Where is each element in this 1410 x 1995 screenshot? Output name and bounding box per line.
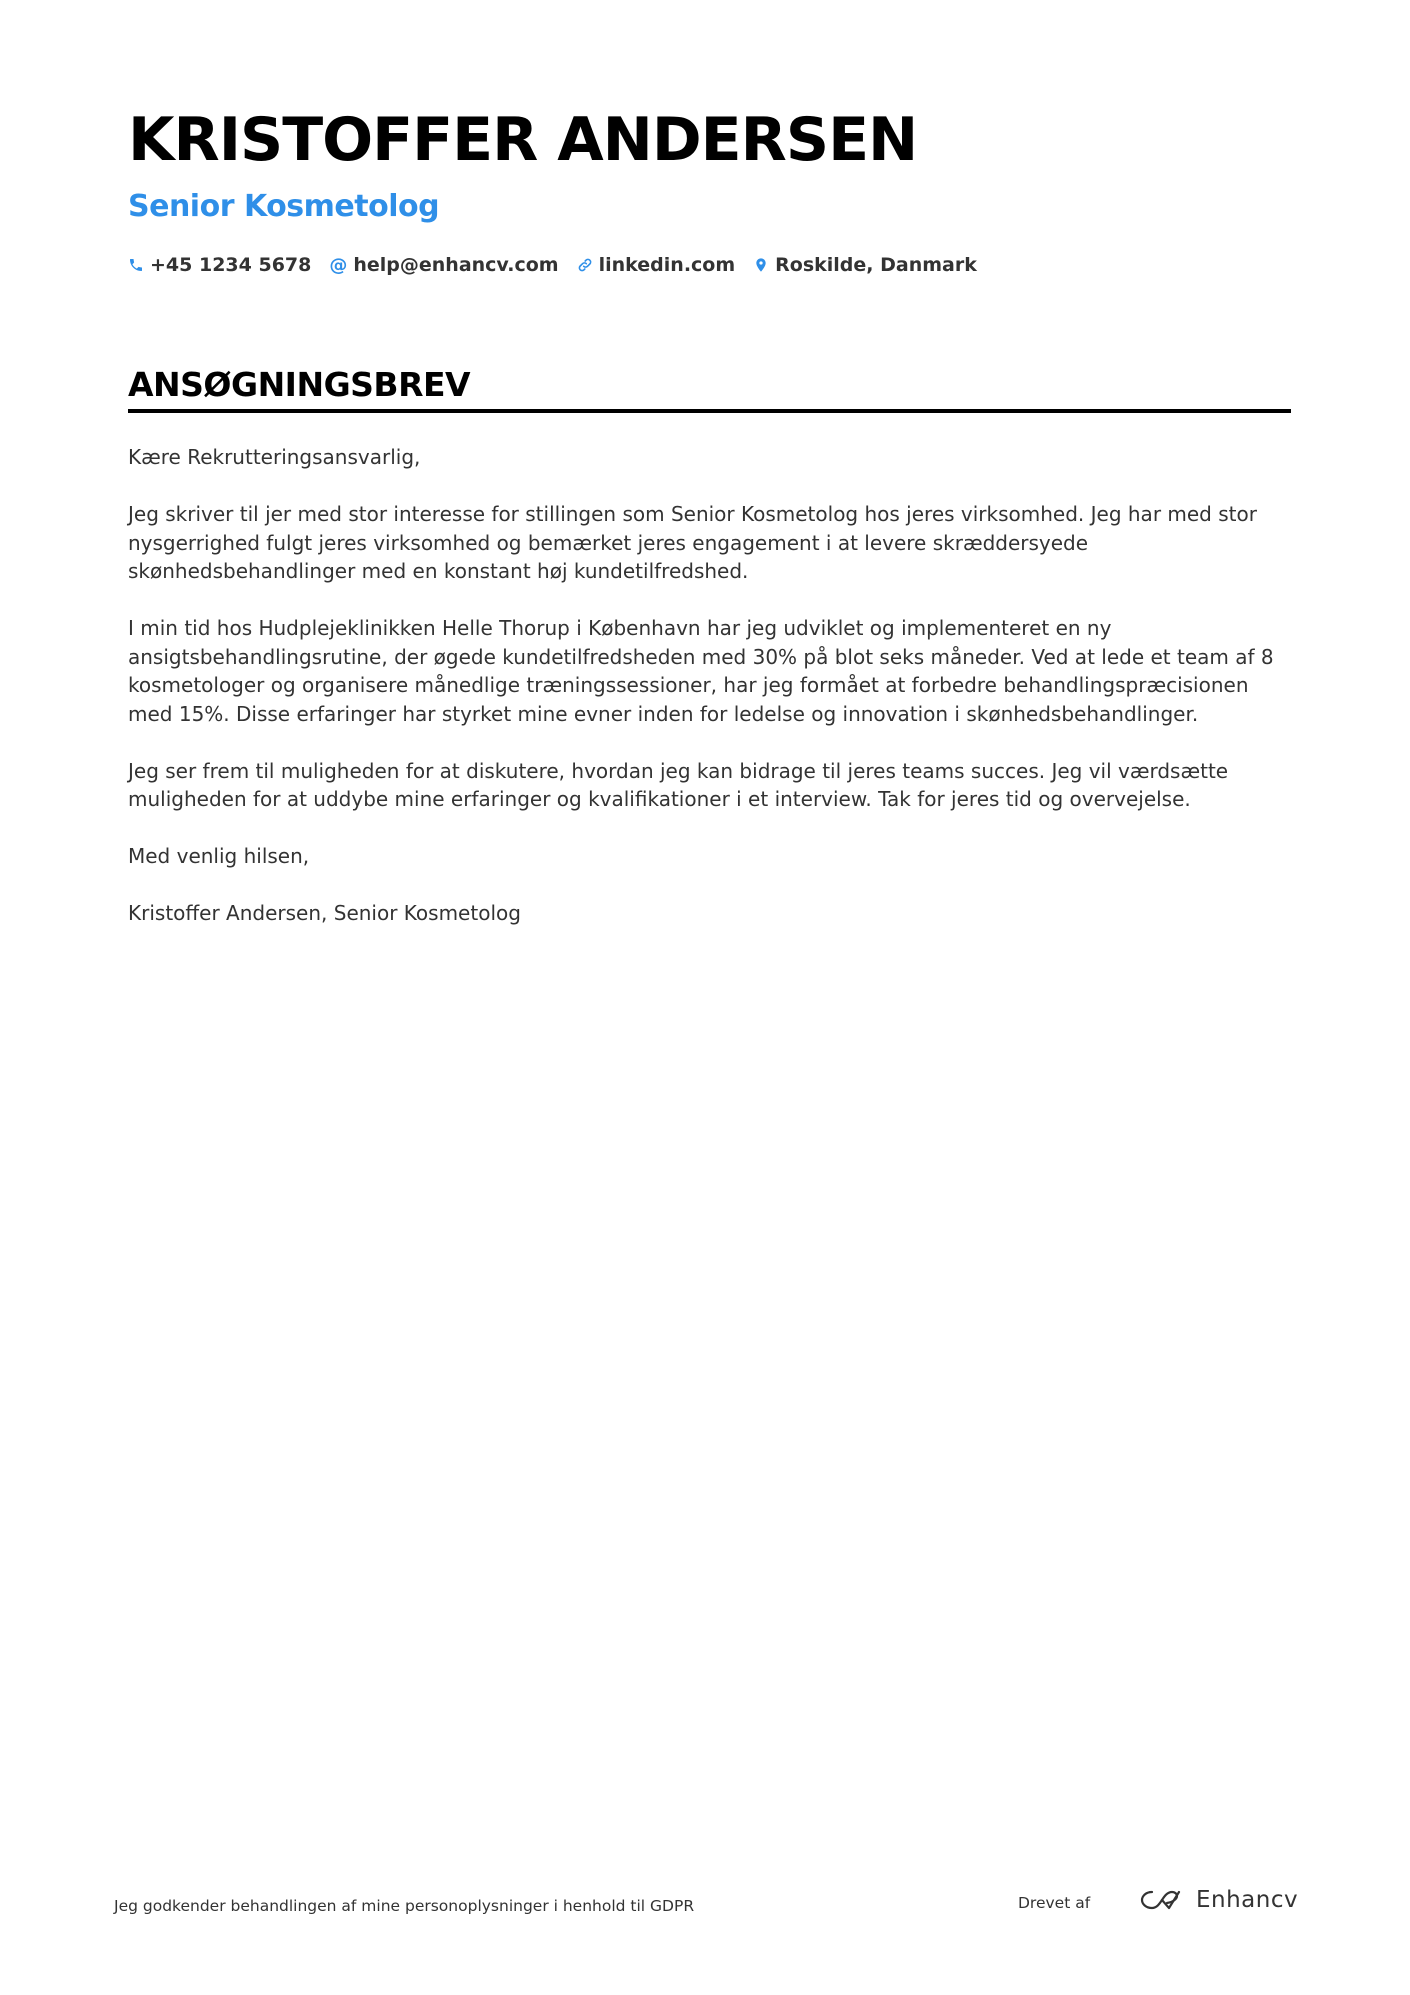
letter-paragraph: Jeg ser frem til muligheden for at diskutere, hvordan jeg kan bidrage til jeres teams succes. Jeg vil værdsætte muligheden for at uddybe mine erfaringer og kvalifikationer i et interview. Tak for jeres tid og overvejelse. bbox=[128, 758, 1229, 811]
phone-icon bbox=[128, 257, 144, 273]
letter-signature: Kristoffer Andersen, Senior Kosmetolog bbox=[128, 901, 521, 925]
letter-greeting: Kære Rekrutteringsansvarlig, bbox=[128, 445, 421, 469]
letter-paragraph: I min tid hos Hudplejeklinikken Helle Thorup i København har jeg udviklet og implementeret en ny ansigtsbehandlingsrutine, der øgede kundetilfredsheden med 30% på blot seks måneder. Ved at lede et team af 8 kosmetologer og organisere månedlige træningssessioner, har jeg formået at forbedre behandlingspræcisionen med 15%. Disse erfaringer har styrket mine evner inden for ledelse og innovation i skønhedsbehandlinger. bbox=[128, 616, 1274, 726]
contact-linkedin[interactable] bbox=[577, 254, 736, 276]
link-icon bbox=[577, 257, 593, 273]
brand-logo[interactable] bbox=[1138, 1886, 1298, 1914]
email-text: help@enhancv.com bbox=[353, 254, 559, 276]
phone-text: +45 1234 5678 bbox=[150, 254, 312, 276]
at-icon: @ bbox=[329, 254, 348, 276]
contact-email[interactable] bbox=[329, 254, 558, 276]
letter-paragraph: Jeg skriver til jer med stor interesse for stillingen som Senior Kosmetolog hos jeres virksomhed. Jeg har med stor nysgerrighed fulgt jeres virksomhed og bemærket jeres engagement i at levere skræddersyede skønhedsbehandlinger med en konstant høj kundetilfredshed. bbox=[128, 502, 1257, 583]
contact-location bbox=[753, 254, 977, 276]
contact-row bbox=[128, 254, 995, 276]
section-divider bbox=[128, 409, 1291, 413]
candidate-name: KRISTOFFER ANDERSEN bbox=[128, 105, 918, 175]
location-text: Roskilde, Danmark bbox=[775, 254, 977, 276]
contact-phone[interactable] bbox=[128, 254, 311, 276]
location-pin-icon bbox=[753, 257, 769, 273]
brand-name: Enhancv bbox=[1196, 1887, 1299, 1913]
enhancv-logo-icon bbox=[1138, 1886, 1184, 1914]
linkedin-text: linkedin.com bbox=[598, 254, 736, 276]
letter-body bbox=[128, 443, 1293, 956]
candidate-title: Senior Kosmetolog bbox=[128, 189, 440, 224]
section-title: ANSØGNINGSBREV bbox=[128, 365, 471, 404]
gdpr-consent: Jeg godkender behandlingen af mine personoplysninger i henhold til GDPR bbox=[114, 1897, 695, 1915]
letter-closing: Med venlig hilsen, bbox=[128, 844, 310, 868]
powered-by-label: Drevet af bbox=[1018, 1894, 1091, 1912]
